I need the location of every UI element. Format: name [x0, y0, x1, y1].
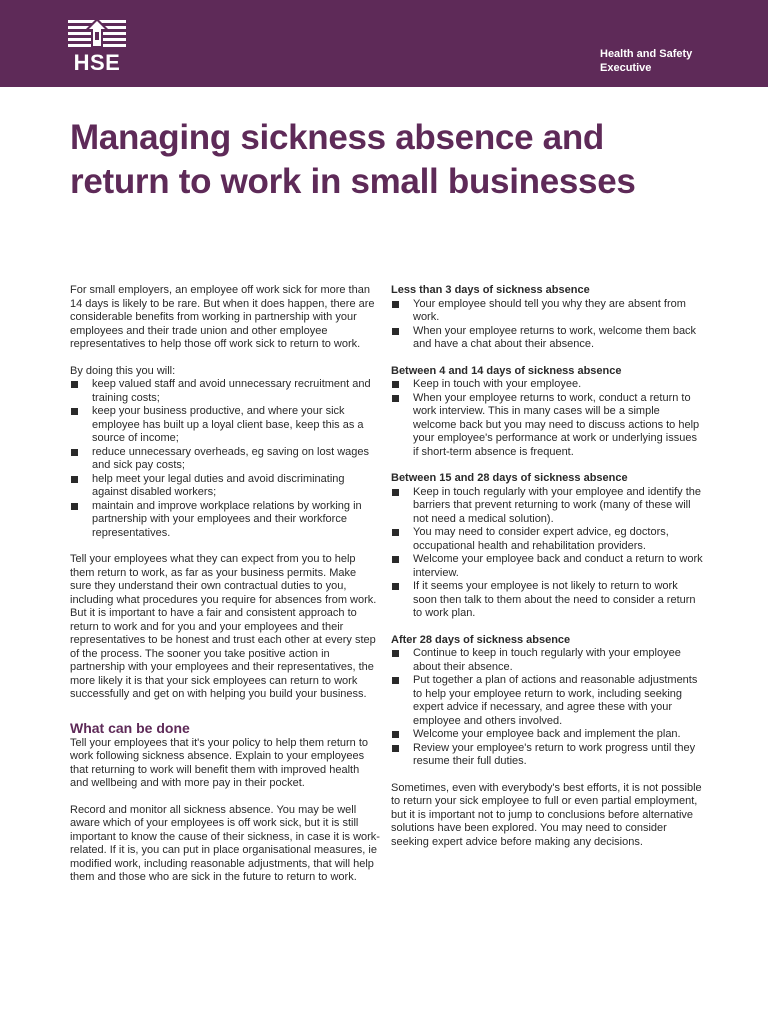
bullet-square-icon: [392, 301, 399, 308]
bullet-square-icon: [392, 677, 399, 684]
list-item: Your employee should tell you why they are absent from work.: [391, 298, 703, 325]
organisation-name: [600, 47, 692, 75]
bullet-square-icon: [392, 381, 399, 388]
what-paragraph-2: Record and monitor all sickness absence. You may be well aware which of your employees is off work sick, but it is still important to know the cause of their sickness, in case it is work-related. If it is, you can put in place organisational measures, ie modified work, including reasonable adjustments, that will help them and those who are sick in the future to return to work.: [70, 803, 380, 883]
bullet-square-icon: [392, 650, 399, 657]
section-heading-15-to-28-days: Between 15 and 28 days of sickness absence: [391, 472, 628, 484]
list-item: Keep in touch regularly with your employee and identify the barriers that prevent returning to work (many of these will not need a medical solution).: [391, 486, 703, 527]
list-item: You may need to consider expert advice, eg doctors, occupational health and rehabilitation providers.: [391, 526, 703, 553]
what-paragraph-1: Tell your employees that it's your policy to help them return to work following sickness absence. Explain to your employees that returning to work will benefit them with improved health and wellbeing and with more pay in their pocket.: [70, 736, 369, 789]
bullet-square-icon: [71, 381, 78, 388]
list-item: help meet your legal duties and avoid discriminating against disabled workers;: [70, 473, 380, 500]
closing-paragraph: Sometimes, even with everybody's best efforts, it is not possible to return your sick employee to full or even partial employment, but it is important not to jump to conclusions before alternative solutions have been explored. You may need to consider seeking expert advice before making any decisions.: [391, 781, 702, 848]
what-can-be-done-heading: What can be done: [70, 719, 190, 736]
tell-paragraph: Tell your employees what they can expect from you to help them return to work, as far as your business permits. Make sure they understand their own contractual duties to you, including what procedures you require for absences from work. But it is important to have a fair and consistent approach to return to work and for you and your employees and their representatives to be honest and trust each other at every step of the process. The sooner you take positive action in partnership with your employees and their representatives, the more likely it is that your sick employees can return to work successfully and get on with helping you build your business.: [70, 553, 377, 700]
header-banner: [0, 0, 768, 87]
section-heading-4-to-14-days: Between 4 and 14 days of sickness absence: [391, 364, 622, 377]
title-line-2: return to work in small businesses: [70, 162, 636, 201]
org-line-2: Executive: [600, 62, 652, 74]
bullet-square-icon: [71, 449, 78, 456]
list-item: reduce unnecessary overheads, eg saving on lost wages and sick pay costs;: [70, 446, 380, 473]
benefits-list: [70, 378, 380, 540]
section-heading-less-than-3-days: Less than 3 days of sickness absence: [391, 284, 590, 296]
right-column: [391, 284, 703, 862]
intro-paragraph: For small employers, an employee off work sick for more than 14 days is likely to be rare. But when it does happen, there are considerable benefits from working in partnership with your employees and their trade union and other employee representatives to help those off work sick to return to work.: [70, 284, 375, 350]
list-item: Welcome your employee back and conduct a return to work interview.: [391, 553, 703, 580]
list-item: Put together a plan of actions and reasonable adjustments to help your employee return to work, including seeking expert advice if necessary, and agree these with your employee and others involved.: [391, 674, 703, 728]
section-heading-after-28-days: After 28 days of sickness absence: [391, 633, 571, 646]
list-item: When your employee returns to work, welcome them back and have a chat about their absence.: [391, 325, 703, 352]
section-list-less-than-3-days: [391, 298, 703, 352]
bullet-square-icon: [392, 745, 399, 752]
list-item: Welcome your employee back and implement the plan.: [391, 728, 703, 742]
bullet-square-icon: [392, 731, 399, 738]
section-list-15-to-28-days: [391, 486, 703, 621]
bullet-square-icon: [71, 408, 78, 415]
list-item: Continue to keep in touch regularly with your employee about their absence.: [391, 647, 703, 674]
list-item: maintain and improve workplace relations by working in partnership with your employees and their workforce representatives.: [70, 500, 380, 541]
list-item: Review your employee's return to work progress until they resume their full duties.: [391, 742, 703, 769]
bullet-square-icon: [392, 395, 399, 402]
org-line-1: Health and Safety: [600, 48, 693, 60]
list-item: When your employee returns to work, conduct a return to work interview. This in many cases will be a simple welcome back but you may need to discuss actions to help your employee's performance at work or underlying issues if short-term absence is frequent.: [391, 392, 703, 460]
bullet-square-icon: [392, 583, 399, 590]
bullet-square-icon: [71, 476, 78, 483]
page-title: [70, 116, 710, 204]
left-column: [70, 284, 380, 898]
title-line-1: Managing sickness absence and: [70, 118, 605, 157]
list-item: keep valued staff and avoid unnecessary recruitment and training costs;: [70, 378, 380, 405]
hse-logo-text: HSE: [73, 50, 121, 75]
bullet-square-icon: [71, 503, 78, 510]
bullet-square-icon: [392, 489, 399, 496]
bullet-square-icon: [392, 328, 399, 335]
bullet-square-icon: [392, 529, 399, 536]
bullet-square-icon: [392, 556, 399, 563]
section-list-after-28-days: [391, 647, 703, 769]
list-item: keep your business productive, and where your sick employee has built up a loyal client base, keep this as a source of income;: [70, 405, 380, 446]
section-list-4-to-14-days: [391, 378, 703, 459]
list-item: If it seems your employee is not likely to return to work soon then talk to them about the need to consider a return to work plan.: [391, 580, 703, 621]
benefits-lead: By doing this you will:: [70, 364, 176, 377]
list-item: Keep in touch with your employee.: [391, 378, 703, 392]
